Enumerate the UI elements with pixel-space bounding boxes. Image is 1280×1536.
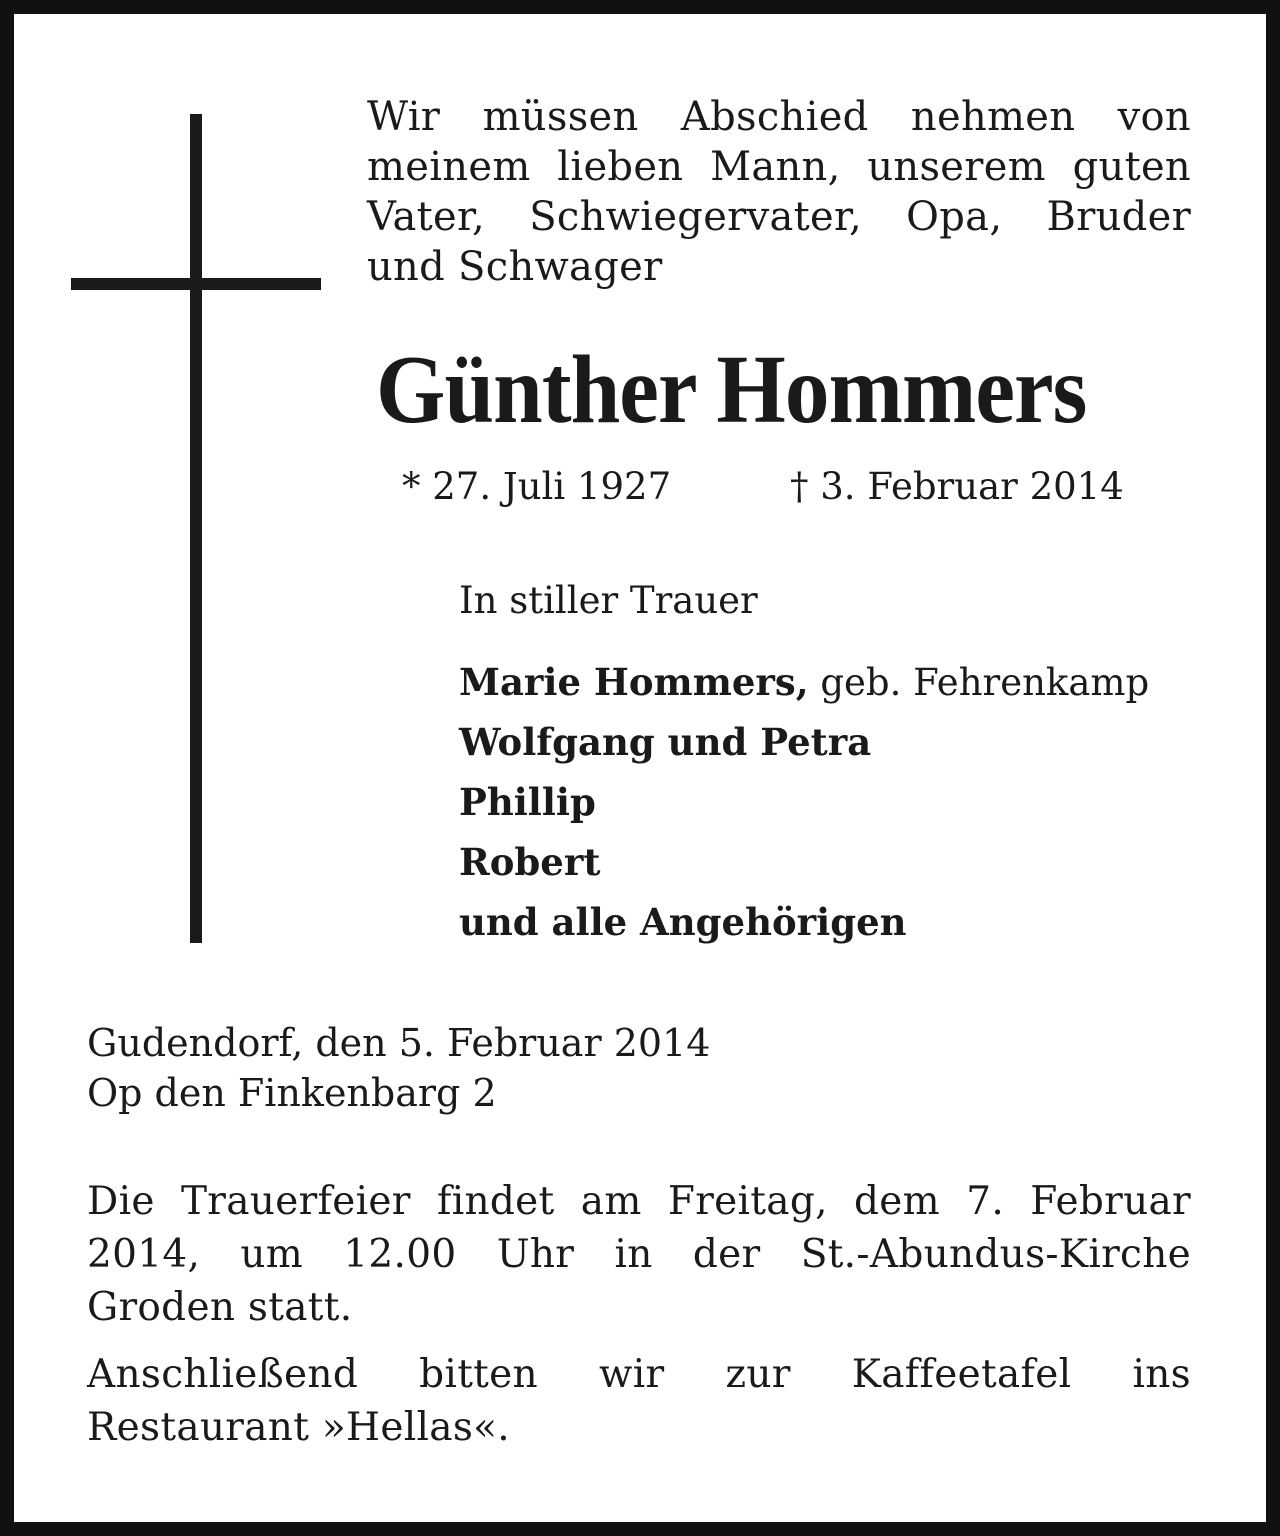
mourner-item <box>459 712 1199 772</box>
intro-text <box>367 92 1191 292</box>
reception-notice <box>87 1348 1191 1454</box>
intro-line: Vater, Schwiegervater, Opa, Bruder <box>367 194 1191 240</box>
mourner-name: Wolfgang und Petra <box>459 720 872 764</box>
cross-icon-horizontal-bar <box>71 278 321 290</box>
mourner-name: und alle Angehörigen <box>459 900 907 944</box>
mourning-heading: In stiller Trauer <box>459 579 758 622</box>
intro-line: und Schwager <box>367 244 663 290</box>
mourner-note: geb. Fehrenkamp <box>808 661 1150 704</box>
cross-icon-vertical-bar <box>190 114 202 943</box>
death-date: † 3. Februar 2014 <box>790 465 1124 508</box>
intro-line: meinem lieben Mann, unserem guten <box>367 144 1191 190</box>
birth-date: * 27. Juli 1927 <box>402 465 672 508</box>
reception-line: Restaurant »Hellas«. <box>87 1405 511 1450</box>
mourner-name: Marie Hommers, <box>459 660 809 704</box>
place-date: Gudendorf, den 5. Februar 2014 <box>87 1021 711 1065</box>
ceremony-notice <box>87 1175 1191 1334</box>
mourner-name: Phillip <box>459 780 596 824</box>
mourner-item <box>459 652 1199 712</box>
ceremony-line: Die Trauerfeier findet am Freitag, dem 7. Februar <box>87 1179 1191 1224</box>
ceremony-line: Groden statt. <box>87 1285 353 1330</box>
ceremony-line: 2014, um 12.00 Uhr in der St.-Abundus-Kirche <box>87 1232 1191 1277</box>
mourners-list <box>459 652 1199 952</box>
mourner-item <box>459 832 1199 892</box>
mourner-item <box>459 772 1199 832</box>
place-and-address <box>87 1018 710 1118</box>
reception-line: Anschließend bitten wir zur Kaffeetafel ins <box>87 1352 1191 1397</box>
mourner-item <box>459 892 1199 952</box>
mourner-name: Robert <box>459 840 601 884</box>
deceased-name: Günther Hommers <box>376 336 1087 444</box>
address: Op den Finkenbarg 2 <box>87 1071 497 1115</box>
intro-line: Wir müssen Abschied nehmen von <box>367 94 1191 140</box>
